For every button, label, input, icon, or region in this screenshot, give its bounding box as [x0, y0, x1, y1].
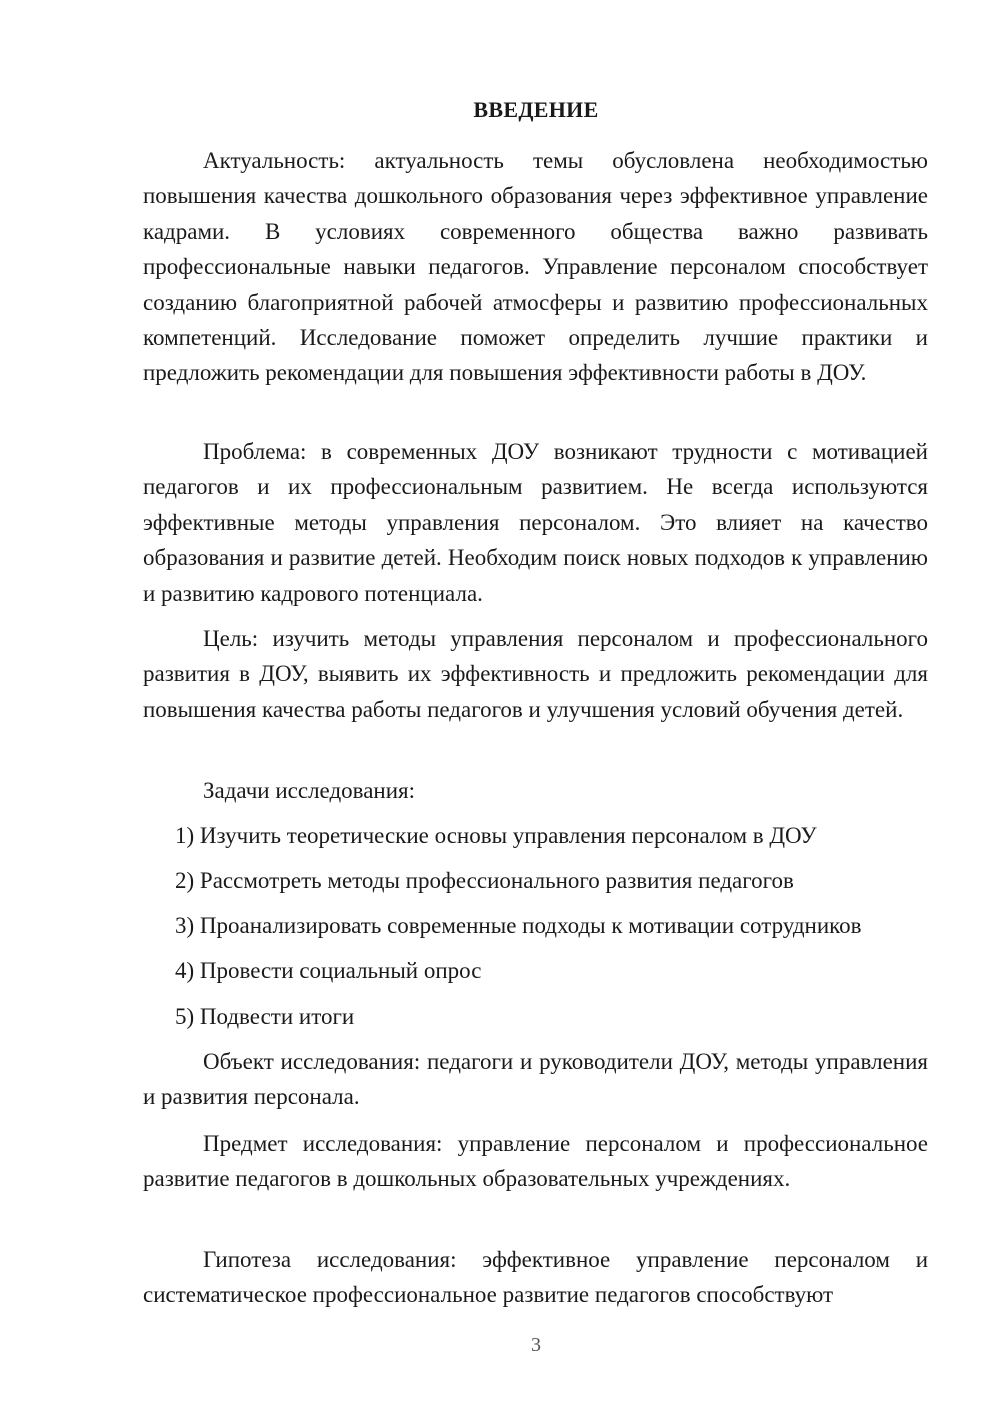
task-item-2: 2) Рассмотреть методы профессионального развития педагогов [175, 868, 794, 893]
section-heading: ВВЕДЕНИЕ [473, 97, 599, 122]
task-item-5: 5) Подвести итоги [175, 1004, 355, 1029]
page-number: 3 [531, 1334, 541, 1356]
problem-paragraph: Проблема: в современных ДОУ возникают трудности с мотивацией педагогов и их профессиональным развитием. Не всегда используются эффективные методы управления персоналом. Это влияет на качество образования и развитие детей. Необходим поиск новых подходов к управлению и развитию кадрового потенциала. [143, 439, 928, 606]
relevance-paragraph: Актуальность: актуальность темы обусловлена необходимостью повышения качества дошкольного образования через эффективное управление кадрами. В условиях современного общества важно развивать профессиональные навыки педагогов. Управление персоналом способствует созданию благоприятной рабочей атмосферы и развитию профессиональных компетенций. Исследование поможет определить лучшие практики и предложить рекомендации для повышения эффективности работы в ДОУ. [143, 148, 928, 386]
goal-paragraph: Цель: изучить методы управления персоналом и профессионального развития в ДОУ, выявить их эффективность и предложить рекомендации для повышения качества работы педагогов и улучшения условий обучения детей. [143, 626, 928, 722]
subject-paragraph: Предмет исследования: управление персоналом и профессиональное развитие педагогов в дошкольных образовательных учреждениях. [143, 1131, 928, 1192]
object-paragraph: Объект исследования: педагоги и руководители ДОУ, методы управления и развития персонала. [143, 1049, 928, 1110]
task-item-3: 3) Проанализировать современные подходы к мотивации сотрудников [175, 913, 862, 938]
hypothesis-paragraph: Гипотеза исследования: эффективное управление персоналом и систематическое профессиональное развитие педагогов способствуют [143, 1247, 928, 1308]
task-item-4: 4) Провести социальный опрос [175, 958, 482, 983]
tasks-title: Задачи исследования: [203, 778, 416, 803]
task-item-1: 1) Изучить теоретические основы управления персоналом в ДОУ [175, 823, 817, 848]
